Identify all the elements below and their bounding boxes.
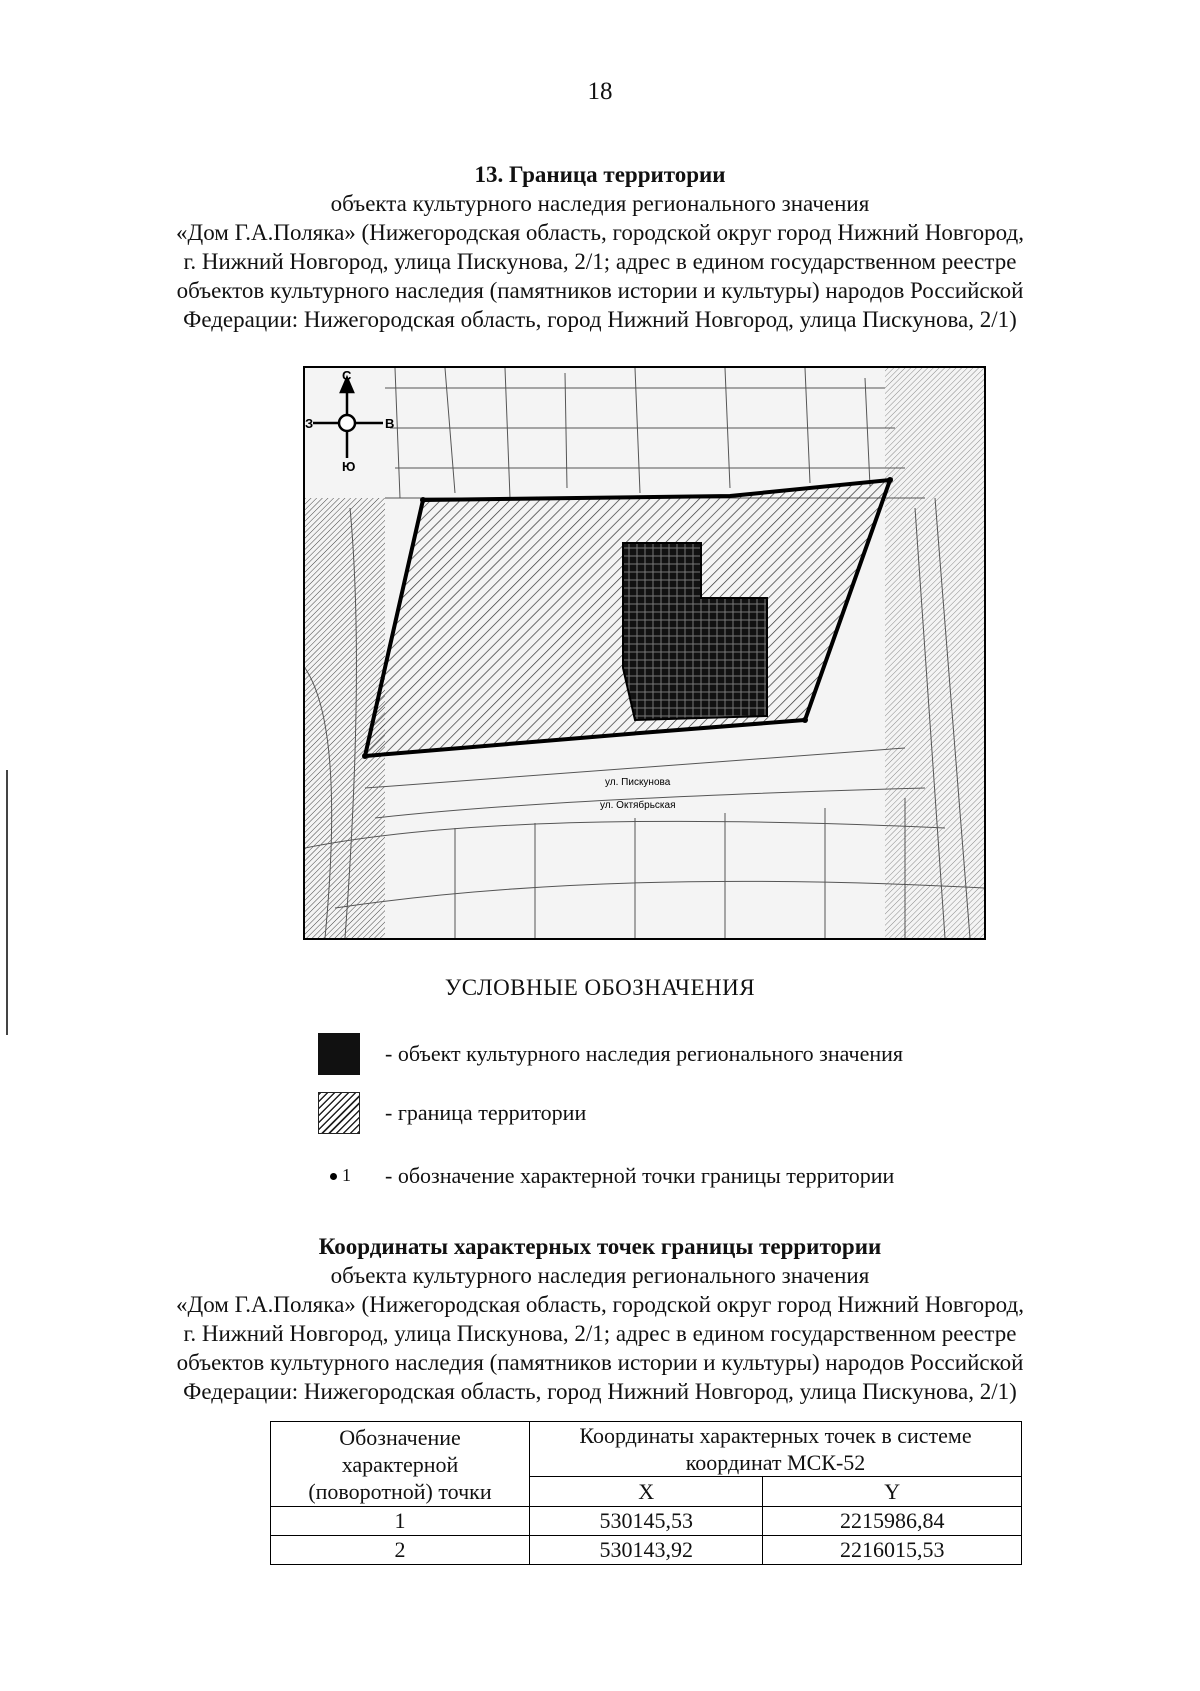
coords-section-line: объекта культурного наследия регионального значения [330, 1263, 870, 1288]
header-x: X [530, 1477, 763, 1507]
legend-item-text: - обозначение характерной точки границы территории [385, 1163, 895, 1188]
boundary-map-drawing [305, 368, 984, 938]
scan-margin-mark [6, 770, 8, 1035]
map-section-line: объекта культурного наследия регионального значения [330, 191, 870, 216]
object-swatch-icon [318, 1033, 360, 1075]
coords-section-heading [0, 1232, 1200, 1406]
coords-section-line: объектов культурного наследия (памятников истории и культуры) народов Российской [176, 1350, 1024, 1375]
compass-west-label: З [305, 416, 314, 431]
point-marker-icon [330, 1165, 351, 1186]
legend-item-boundary [318, 1092, 1018, 1136]
coords-section-line: г. Нижний Новгород, улица Пискунова, 2/1; адрес в едином государственном реестре [183, 1321, 1017, 1346]
legend-item-text: - граница территории [385, 1100, 587, 1125]
compass-south-label: Ю [342, 459, 356, 474]
point-marker-label: 1 [342, 1165, 351, 1185]
compass-north-label: С [342, 368, 352, 383]
legend-item-object [318, 1033, 1018, 1077]
header-coords [530, 1422, 1022, 1477]
coords-section-title: Координаты характерных точек границы территории [318, 1234, 882, 1259]
page-number: 18 [587, 78, 613, 105]
map-section-line: г. Нижний Новгород, улица Пискунова, 2/1; адрес в едином государственном реестре [183, 249, 1017, 274]
coords-section-line: «Дом Г.А.Поляка» (Нижегородская область, городской округ город Нижний Новгород, [176, 1292, 1024, 1317]
table-row [271, 1536, 1022, 1565]
coords-section-line: Федерации: Нижегородская область, город Нижний Новгород, улица Пискунова, 2/1) [183, 1379, 1017, 1404]
header-coords-line: Координаты характерных точек в системе [579, 1423, 972, 1448]
header-y: Y [763, 1477, 1022, 1507]
cell-point: 2 [271, 1536, 530, 1565]
cell-y: 2215986,84 [763, 1507, 1022, 1536]
map-section-line: объектов культурного наследия (памятников истории и культуры) народов Российской [176, 278, 1024, 303]
cell-x: 530145,53 [530, 1507, 763, 1536]
cell-x: 530143,92 [530, 1536, 763, 1565]
table-row [271, 1507, 1022, 1536]
coordinates-table [270, 1421, 1022, 1565]
cell-point: 1 [271, 1507, 530, 1536]
legend-item-point [318, 1155, 1018, 1199]
header-point-line: Обозначение [339, 1424, 461, 1450]
legend-item-text: - объект культурного наследия регионального значения [385, 1041, 904, 1066]
boundary-map [303, 366, 986, 940]
compass-east-label: В [385, 416, 395, 431]
map-section-heading [0, 160, 1200, 334]
map-section-line: Федерации: Нижегородская область, город Нижний Новгород, улица Пискунова, 2/1) [183, 307, 1017, 332]
header-point-line: (поворотной) точки [308, 1478, 492, 1504]
street-label: ул. Октябрьская [600, 800, 676, 811]
header-coords-line: координат МСК-52 [685, 1450, 866, 1475]
legend-title: УСЛОВНЫЕ ОБОЗНАЧЕНИЯ [444, 975, 756, 1000]
map-section-title: 13. Граница территории [474, 162, 726, 187]
header-point-line: характерной [341, 1451, 459, 1477]
map-section-line: «Дом Г.А.Поляка» (Нижегородская область, городской округ город Нижний Новгород, [176, 220, 1024, 245]
hatch-swatch-icon [318, 1092, 360, 1134]
header-point [271, 1422, 530, 1507]
street-label: ул. Пискунова [605, 777, 671, 788]
cell-y: 2216015,53 [763, 1536, 1022, 1565]
